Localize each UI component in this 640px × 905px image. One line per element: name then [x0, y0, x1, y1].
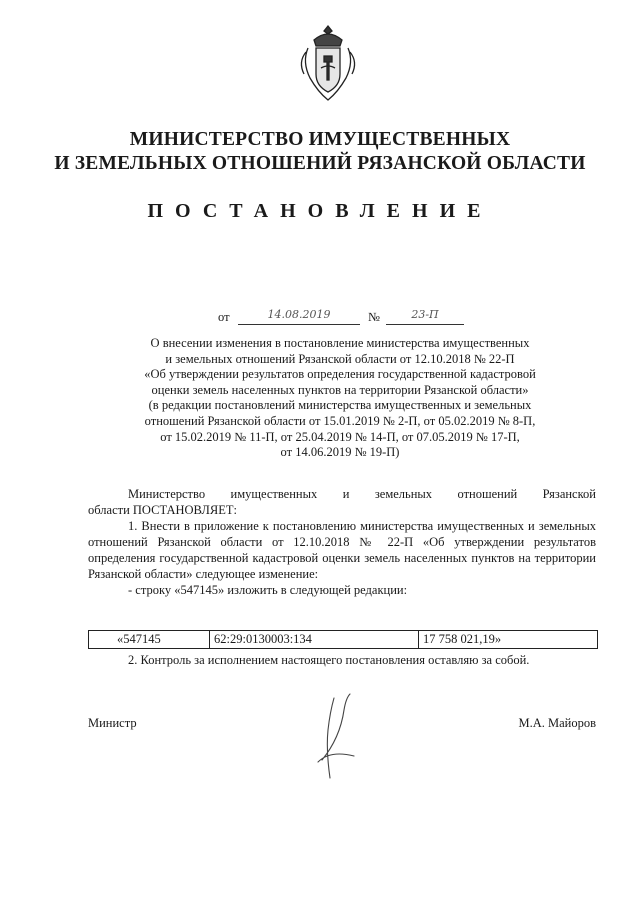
table-cell-cadastral: 62:29:0130003:134: [210, 631, 419, 649]
point-1-paragraph: 1. Внести в приложение к постановлению министерства имущественных и земельных отношений Рязанской области от 12.10.2018 № 22-П «Об утверждении результатов определения государственной кадастровой оценки земель населенных пунктов на территории Рязанской области» следующее изменение:: [88, 519, 596, 581]
handwritten-signature-icon: [300, 690, 370, 782]
handwritten-date: 14.08.2019: [238, 306, 360, 325]
handwritten-number: 23-П: [386, 306, 464, 325]
intro-paragraph-line1: Министерство имущественных и земельных отношений Рязанской: [128, 487, 596, 501]
date-label: от: [218, 310, 230, 324]
ministry-title-line2: И ЗЕМЕЛЬНЫХ ОТНОШЕНИЙ РЯЗАНСКОЙ ОБЛАСТИ: [54, 153, 586, 174]
subject-line: О внесении изменения в постановление министерства имущественных: [150, 336, 530, 350]
coat-of-arms-icon: [296, 22, 360, 106]
cadastral-table: [88, 630, 598, 649]
document-subject: [90, 336, 590, 461]
point-2-block: [88, 652, 596, 668]
point-2-paragraph: 2. Контроль за исполнением настоящего постановления оставляю за собой.: [128, 653, 530, 667]
document-body: [88, 486, 596, 598]
table-row: [89, 631, 598, 649]
point-1-subitem: - строку «547145» изложить в следующей редакции:: [128, 583, 408, 597]
intro-paragraph-line2: области ПОСТАНОВЛЯЕТ:: [88, 503, 237, 517]
signatory-position: Министр: [88, 716, 137, 730]
document-type: ПОСТАНОВЛЕНИЕ: [147, 200, 493, 222]
subject-line: оценки земель населенных пунктов на территории Рязанской области»: [151, 382, 529, 397]
table-cell-number: «547145: [89, 631, 210, 649]
number-label: №: [368, 310, 380, 324]
subject-line: (в редакции постановлений министерства имущественных и земельных: [148, 398, 532, 413]
subject-line: «Об утверждении результатов определения государственной кадастровой: [144, 367, 536, 382]
subject-line: и земельных отношений Рязанской области от 12.10.2018 № 22-П: [165, 351, 515, 366]
subject-line: отношений Рязанской области от 15.01.2019 № 2-П, от 05.02.2019 № 8-П,: [144, 413, 536, 428]
date-number-line: [218, 306, 478, 328]
ministry-title: [40, 128, 600, 176]
ministry-title-line1: МИНИСТЕРСТВО ИМУЩЕСТВЕННЫХ: [129, 129, 511, 150]
table-cell-value: 17 758 021,19»: [419, 631, 598, 649]
signatory-name: М.А. Майоров: [518, 716, 596, 730]
subject-line: от 14.06.2019 № 19-П): [280, 445, 400, 460]
subject-line: от 15.02.2019 № 11-П, от 25.04.2019 № 14-П, от 07.05.2019 № 17-П,: [160, 429, 520, 444]
